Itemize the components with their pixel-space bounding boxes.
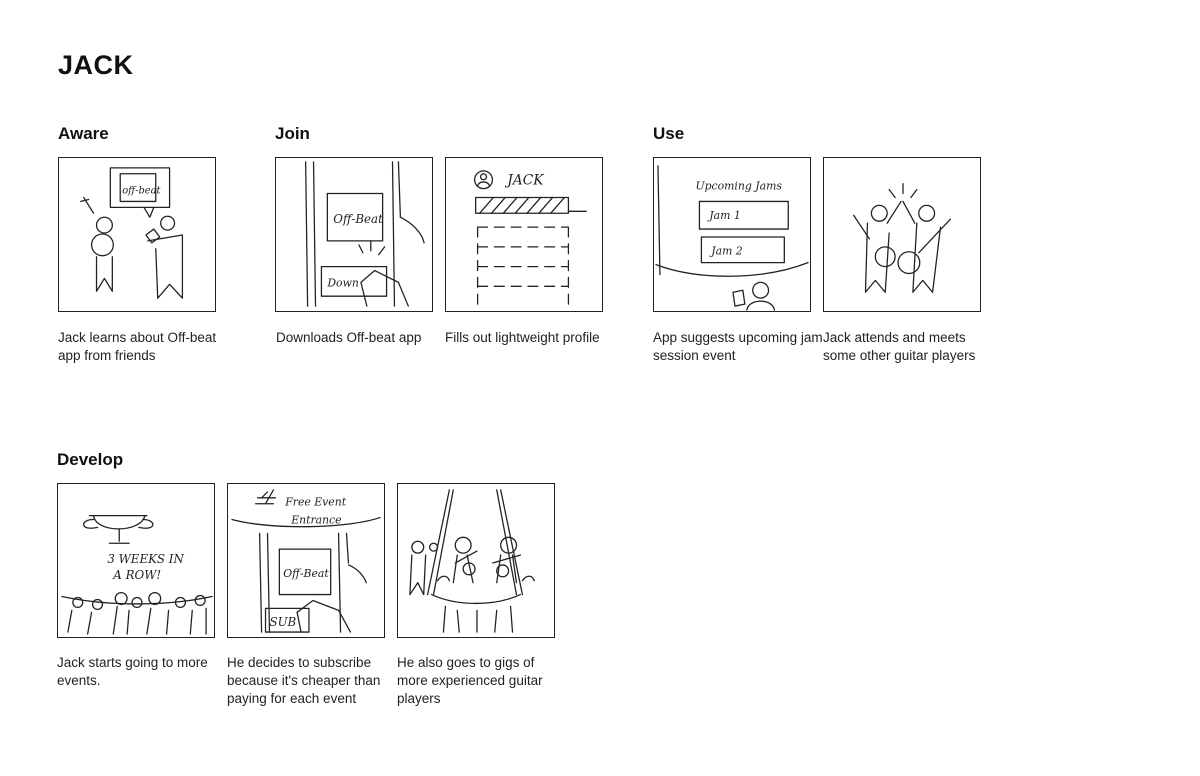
- svg-text:3 WEEKS IN: 3 WEEKS IN: [107, 551, 184, 566]
- svg-text:Jam 2: Jam 2: [711, 244, 743, 258]
- stage-heading-use: Use: [653, 124, 685, 143]
- app-download-sketch: [276, 158, 432, 311]
- svg-text:SUB: SUB: [269, 615, 297, 630]
- storyboard-frame-develop-1: [57, 483, 215, 638]
- svg-text:Upcoming Jams: Upcoming Jams: [695, 179, 782, 193]
- subscribe-phone-sketch: [228, 484, 384, 637]
- stage-heading-aware: Aware: [58, 124, 109, 143]
- trophy-crowd-sketch: [58, 484, 214, 637]
- guitar-players-sketch: [824, 158, 980, 311]
- svg-text:A ROW!: A ROW!: [113, 567, 162, 582]
- persona-title: JACK: [58, 50, 134, 80]
- svg-text:Entrance: Entrance: [291, 513, 342, 527]
- svg-text:off-beat: off-beat: [122, 185, 161, 197]
- friends-talking-sketch: [59, 158, 215, 311]
- panel-caption-develop-3: He also goes to gigs of more experienced guitar players: [397, 655, 543, 706]
- panel-caption-develop-1: Jack starts going to more events.: [57, 655, 208, 688]
- storyboard-frame-aware-1: [58, 157, 216, 312]
- svg-text:JACK: JACK: [507, 172, 544, 189]
- panel-caption-use-1: App suggests upcoming jam session event: [653, 330, 823, 363]
- profile-form-sketch: [446, 158, 602, 311]
- svg-text:Jam 1: Jam 1: [709, 209, 741, 223]
- storyboard-frame-use-1: [653, 157, 811, 312]
- panel-caption-develop-2: He decides to subscribe because it's cheaper than paying for each event: [227, 655, 381, 706]
- svg-text:Free Event: Free Event: [285, 495, 347, 509]
- svg-text:Down: Down: [327, 276, 359, 290]
- storyboard-frame-join-2: [445, 157, 603, 312]
- storyboard-frame-use-2: [823, 157, 981, 312]
- storyboard-frame-develop-3: [397, 483, 555, 638]
- storyboard-frame-join-1: [275, 157, 433, 312]
- upcoming-jams-sketch: [654, 158, 810, 311]
- panel-caption-aware-1: Jack learns about Off-beat app from friends: [58, 330, 217, 363]
- svg-text:Off-Beat: Off-Beat: [333, 212, 383, 227]
- svg-text:Off-Beat: Off-Beat: [283, 566, 329, 580]
- stage-heading-join: Join: [275, 124, 310, 143]
- panel-caption-use-2: Jack attends and meets some other guitar players: [823, 330, 976, 363]
- storyboard-frame-develop-2: [227, 483, 385, 638]
- panel-caption-join-2: Fills out lightweight profile: [445, 330, 600, 345]
- panel-caption-join-1: Downloads Off-beat app: [276, 330, 422, 345]
- stage-heading-develop: Develop: [57, 450, 124, 469]
- gig-stage-sketch: [398, 484, 554, 637]
